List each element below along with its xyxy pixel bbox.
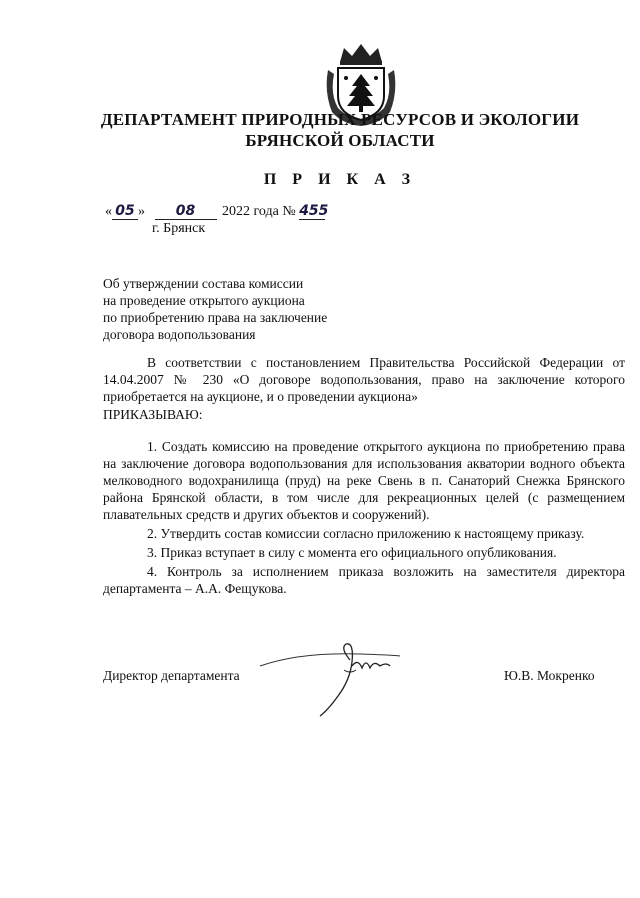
- order-item: 2. Утвердить состав комиссии согласно приложению к настоящему приказу.: [147, 526, 585, 541]
- subject-line: на проведение открытого аукциона: [103, 293, 305, 308]
- order-number: 455: [299, 203, 329, 219]
- handwritten-signature: [240, 640, 410, 720]
- subject-line: по приобретению права на заключение: [103, 310, 328, 325]
- order-subject: [103, 275, 327, 343]
- date-quote-open: «: [105, 204, 112, 219]
- department-name-line2: БРЯНСКОЙ ОБЛАСТИ: [245, 131, 435, 150]
- order-keyword: ПРИКАЗЫВАЮ:: [103, 407, 203, 422]
- order-year-text: 2022 года №: [222, 204, 296, 219]
- order-items: [103, 438, 625, 599]
- order-day: 05: [112, 204, 138, 220]
- document-type-title: П Р И К А З: [263, 171, 417, 188]
- department-name-line1: ДЕПАРТАМЕНТ ПРИРОДНЫХ РЕСУРСОВ И ЭКОЛОГИИ: [100, 110, 580, 129]
- order-item: 4. Контроль за исполнением приказа возложить на заместителя директора департамента – А.А. Фещукова.: [103, 564, 625, 596]
- date-quote-close: »: [138, 204, 145, 219]
- signatory-name: Ю.В. Мокренко: [504, 668, 595, 683]
- order-city: г. Брянск: [152, 221, 206, 236]
- order-date-line: [105, 203, 329, 220]
- order-month: 08: [155, 204, 217, 220]
- order-item: 1. Создать комиссию на проведение открытого аукциона по приобретению права на заключение договора водопользования для использования акватории водного объекта мелководного водохранилища (пруд) на реке Свень в п. Санаторий Снежка Брянского района Брянской области, в том числе для рекреационных целей (с размещением плавательных средств и других объектов и сооружений).: [103, 439, 625, 522]
- signatory-position: Директор департамента: [103, 668, 240, 683]
- subject-line: Об утверждении состава комиссии: [103, 276, 304, 291]
- order-item: 3. Приказ вступает в силу с момента его официального опубликования.: [147, 545, 557, 560]
- subject-line: договора водопользования: [103, 327, 256, 342]
- preamble-paragraph: В соответствии с постановлением Правительства Российской Федерации от 14.04.2007 № 230 «О договоре водопользования, право на заключение которого приобретается на аукционе, и о проведении аукциона»: [103, 355, 625, 404]
